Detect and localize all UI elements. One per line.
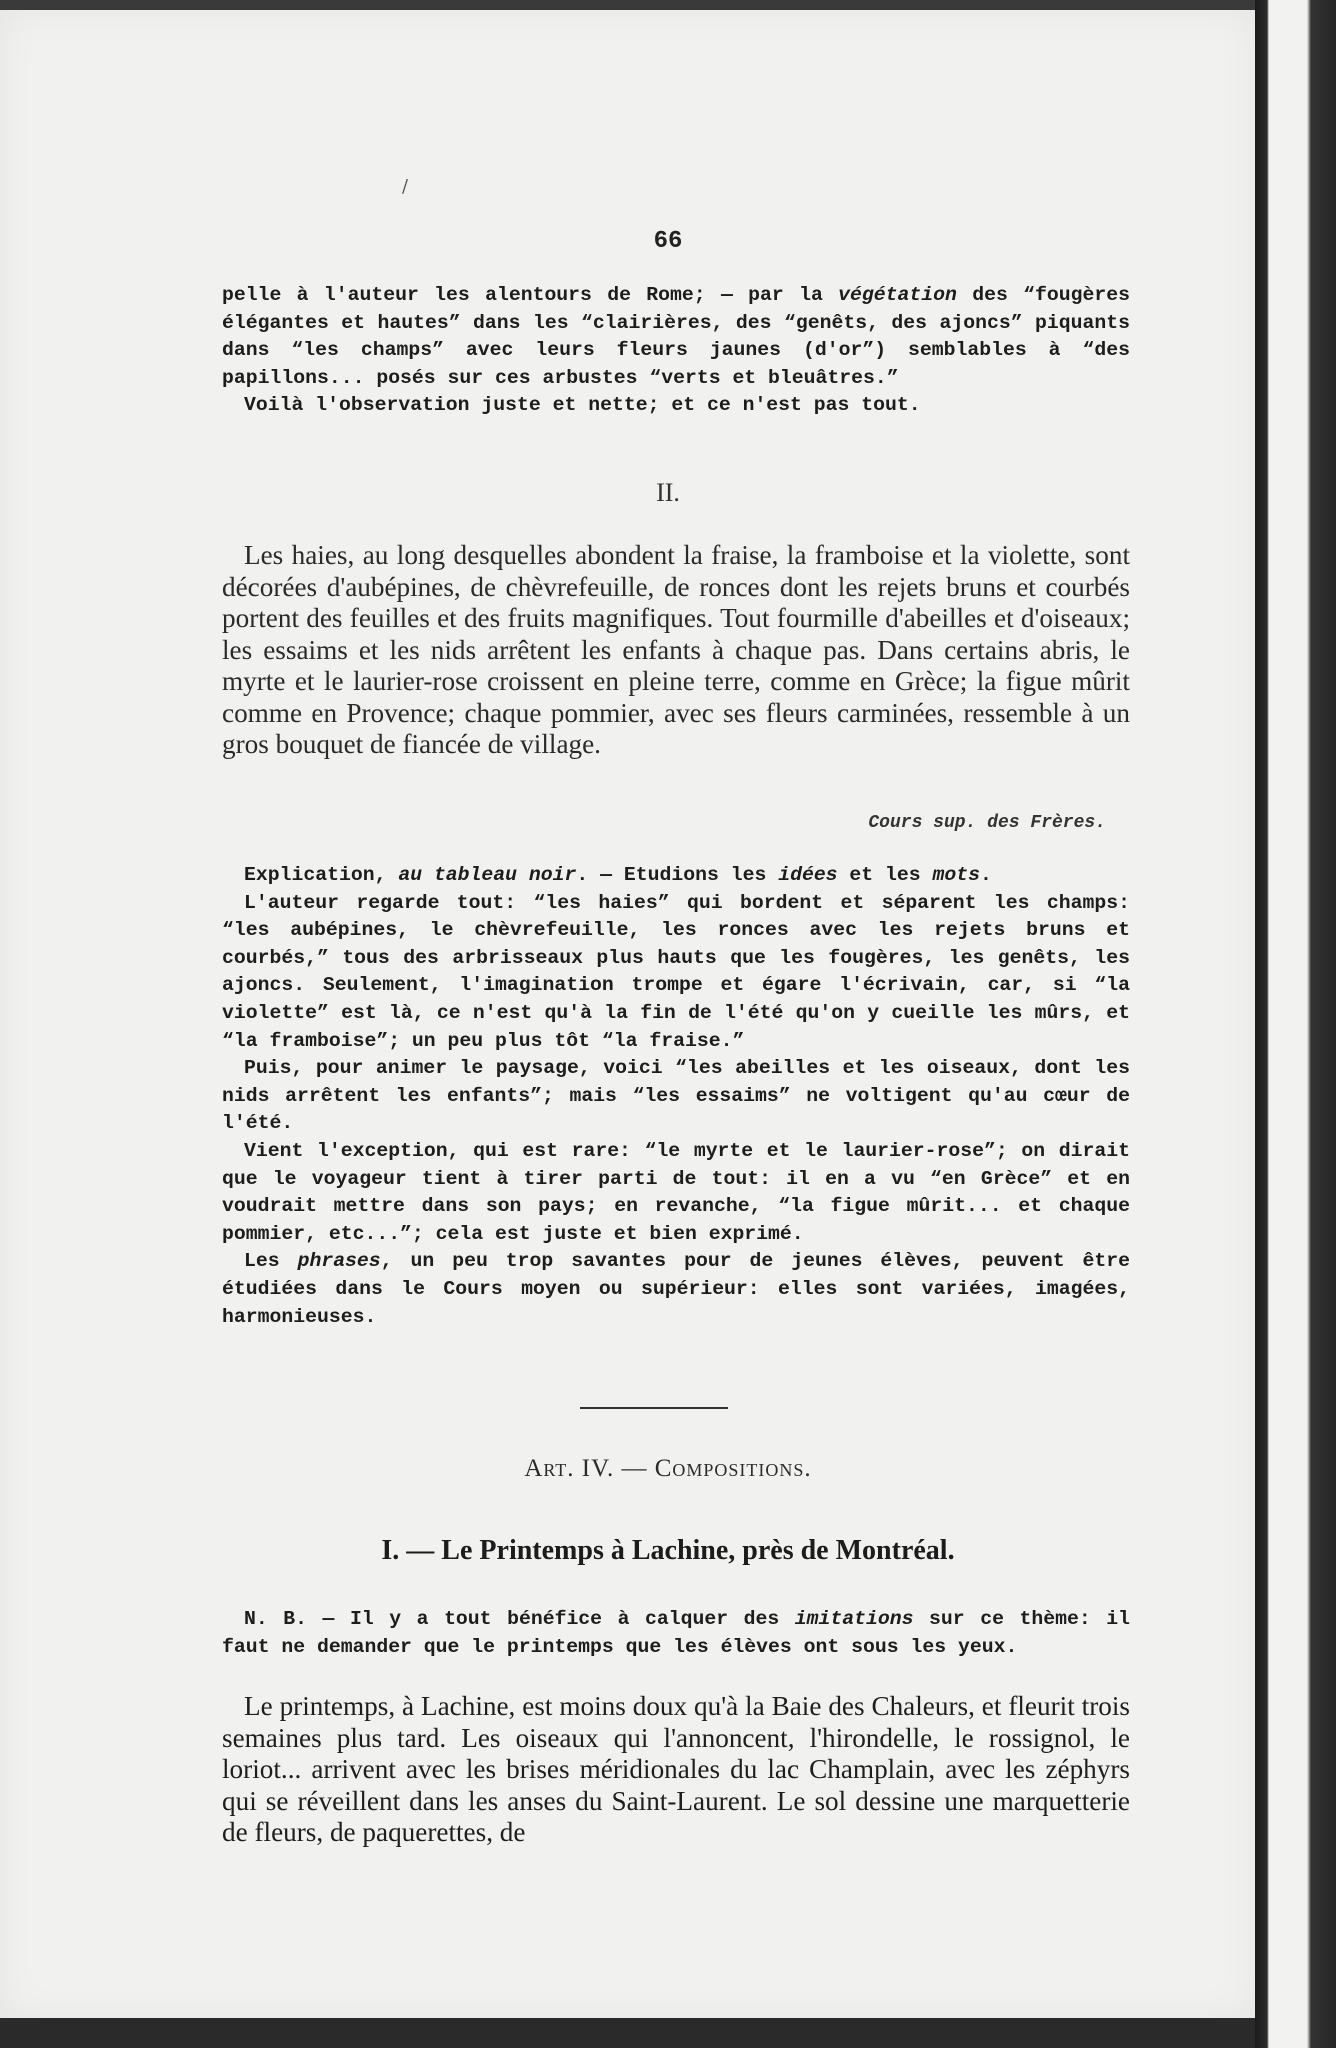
text-run: . (980, 864, 992, 886)
quoted-paragraph: Les haies, au long desquelles abondent la fraise, la framboise et la violette, sont décorées d'aubépines, de chèvrefeuille, de ronces dont les rejets bruns et courbés portent des feuilles et des fruits magnifiques. Tout fourmille d'abeilles et d'oiseaux; les essaims et les nids arrêtent les enfants à chaque pas. Dans certains abris, le myrte et le laurier-rose croissent en pleine terre, comme en Grèce; la figue mûrit comme en Provence; chaque pommier, avec ses fleurs carminées, ressemble à un gros bouquet de fiancée de village. (222, 540, 1130, 759)
scan-bottom-edge (0, 2018, 1255, 2048)
commentary-paragraph (222, 282, 1130, 392)
explication-paragraph (222, 890, 1130, 1056)
text-run: Voilà l'observation juste et nette; et ce n'est pas tout. (244, 394, 921, 417)
composition-paragraph: Le printemps, à Lachine, est moins doux qu'à la Baie des Chaleurs, et fleurit trois semaines plus tard. Les oiseaux qui l'annoncent, l'hirondelle, le rossignol, le loriot... arrivent avec les brises méridionales du lac Champlain, avec les zéphyrs qui se réveillent dans les anses du Saint-Laurent. Le sol dessine une marquetterie de fleurs, de paquerettes, de (222, 1691, 1130, 1847)
top-commentary (222, 282, 1130, 420)
italic-text: au tableau noir (398, 864, 577, 886)
text-run: Les (244, 1250, 298, 1273)
nb-note (222, 1606, 1130, 1661)
italic-text: mots (932, 864, 981, 886)
explication-paragraph (222, 862, 1130, 890)
text-run: Explication, (244, 864, 399, 886)
section-divider (580, 1407, 728, 1409)
text-run: des “fougères élégantes et hautes” dans les “clairières, des “genêts, des ajoncs” piquants dans “les champs” avec leurs fleurs jaunes (d'or”) semblables à “des papillons... posés sur ces arbustes “verts et bleuâtres.” (222, 284, 1130, 389)
explication-paragraph (222, 1138, 1130, 1248)
italic-text: phrases (297, 1250, 381, 1273)
explication-block (222, 862, 1130, 1331)
quoted-passage (222, 540, 1130, 761)
explication-paragraph (222, 1248, 1130, 1331)
quote-source: Cours sup. des Frères. (868, 813, 1106, 833)
nb-paragraph (222, 1606, 1130, 1661)
text-run: pelle à l'auteur les alentours de Rome; — par la (222, 284, 839, 306)
text-run: N. B. — Il y a tout bénéfice à calquer des (244, 1608, 795, 1630)
text-run: et les (837, 864, 933, 886)
explication-paragraph (222, 1055, 1130, 1138)
margin-mark: / (402, 176, 409, 197)
text-run: L'auteur regarde tout: “les haies” qui bordent et séparent les champs: “les aubépines, le chèvrefeuille, les ronces avec les rejets bruns et courbés,” tous des arbrisseaux plus hauts que les fougères, les genêts, les ajoncs. Seulement, l'imagination trompe et égare l'écrivain, car, si “la violette” est là, ce n'est qu'à la fin de l'été qu'on y cueille les mûrs, et “la framboise”; un peu plus tôt “la fraise.” (222, 891, 1130, 1052)
italic-text: végétation (838, 284, 957, 306)
article-heading: Art. IV. — Compositions. (524, 1455, 812, 1482)
section-heading: II. (656, 478, 680, 507)
text-run: Vient l'exception, qui est rare: “le myrte et le laurier-rose”; on dirait que le voyageur tient à tirer parti de tout: il en a vu “en Grèce” et en voudrait mettre dans son pays; en revanche, “la figue mûrit... et chaque pommier, etc...”; cela est juste et bien exprimé. (222, 1139, 1130, 1245)
text-run: , un peu trop savantes pour de jeunes élèves, peuvent être étudiées dans le Cours moyen ou supérieur: elles sont variées, imagées, harmonieuses. (222, 1250, 1131, 1328)
composition-title: I. — Le Printemps à Lachine, près de Montréal. (381, 1535, 955, 1566)
text-run: . — Etudions les (576, 864, 779, 886)
composition-text (222, 1691, 1130, 1849)
text-run: sur ce thème: il faut ne demander que le printemps que les élèves ont sous les yeux. (222, 1608, 1130, 1658)
scan-right-edge (1255, 0, 1336, 2048)
commentary-paragraph (222, 392, 1130, 420)
italic-text: imitations (794, 1608, 914, 1630)
text-run: Puis, pour animer le paysage, voici “les abeilles et les oiseaux, dont les nids arrêtent les enfants”; mais “les essaims” ne voltigent qu'au cœur de l'été. (222, 1057, 1130, 1135)
italic-text: idées (778, 864, 838, 886)
page-number: 66 (653, 228, 683, 255)
